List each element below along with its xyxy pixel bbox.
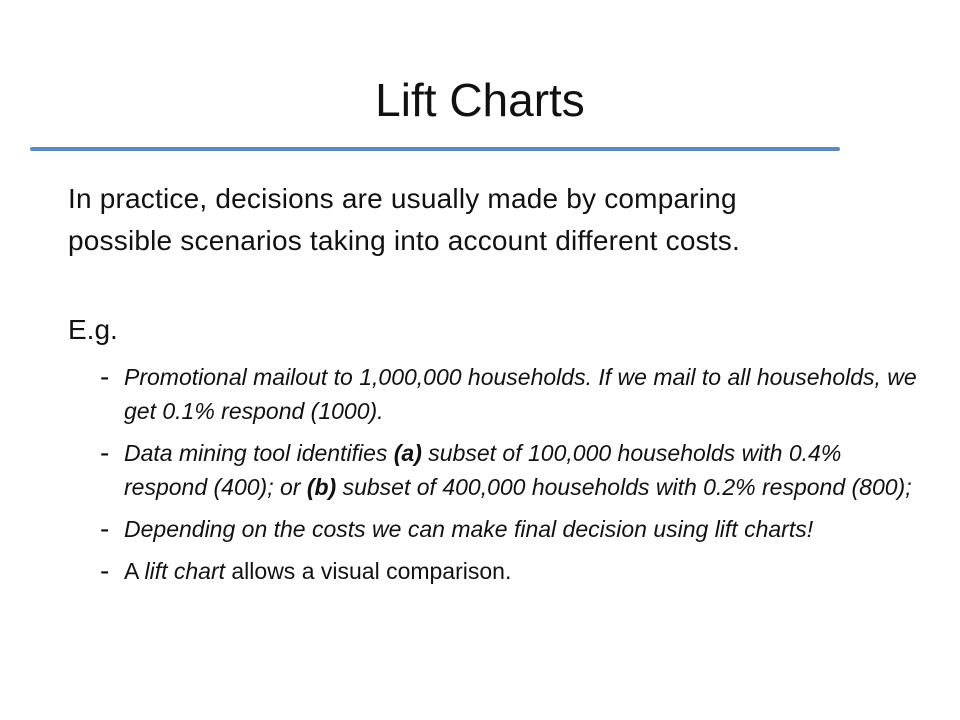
title-divider [30, 147, 840, 151]
example-list [100, 360, 930, 596]
bullet-text: Promotional mailout to 1,000,000 households. If we mail to all households, we get 0.1% respond (1000). [124, 364, 917, 424]
bullet-text: subset of 100,000 households with 0.4% respond (400); or [124, 440, 842, 500]
list-item [100, 554, 930, 588]
dash-marker: - [100, 513, 110, 544]
slide-title: Lift Charts [375, 74, 585, 126]
intro-line-1: In practice, decisions are usually made by comparing [68, 183, 737, 214]
option-b-label: (b) [306, 474, 337, 500]
bullet-text: subset of 400,000 households with 0.2% respond (800); [336, 474, 912, 500]
bullet-text: Data mining tool identifies [124, 440, 394, 466]
bullet-text: Depending on the costs we can make final decision using lift charts! [124, 516, 814, 542]
list-item [100, 360, 930, 428]
list-item [100, 436, 930, 504]
dash-marker: - [100, 555, 110, 586]
dash-marker: - [100, 361, 110, 392]
lift-chart-term: lift chart [144, 558, 225, 584]
bullet-text: allows a visual comparison. [225, 558, 512, 584]
dash-marker: - [100, 437, 110, 468]
list-item [100, 512, 930, 546]
example-label: E.g. [68, 314, 118, 345]
option-a-label: (a) [393, 440, 422, 466]
intro-paragraph [68, 178, 928, 262]
bullet-text: A [124, 558, 145, 584]
intro-line-2: possible scenarios taking into account different costs. [68, 225, 740, 256]
